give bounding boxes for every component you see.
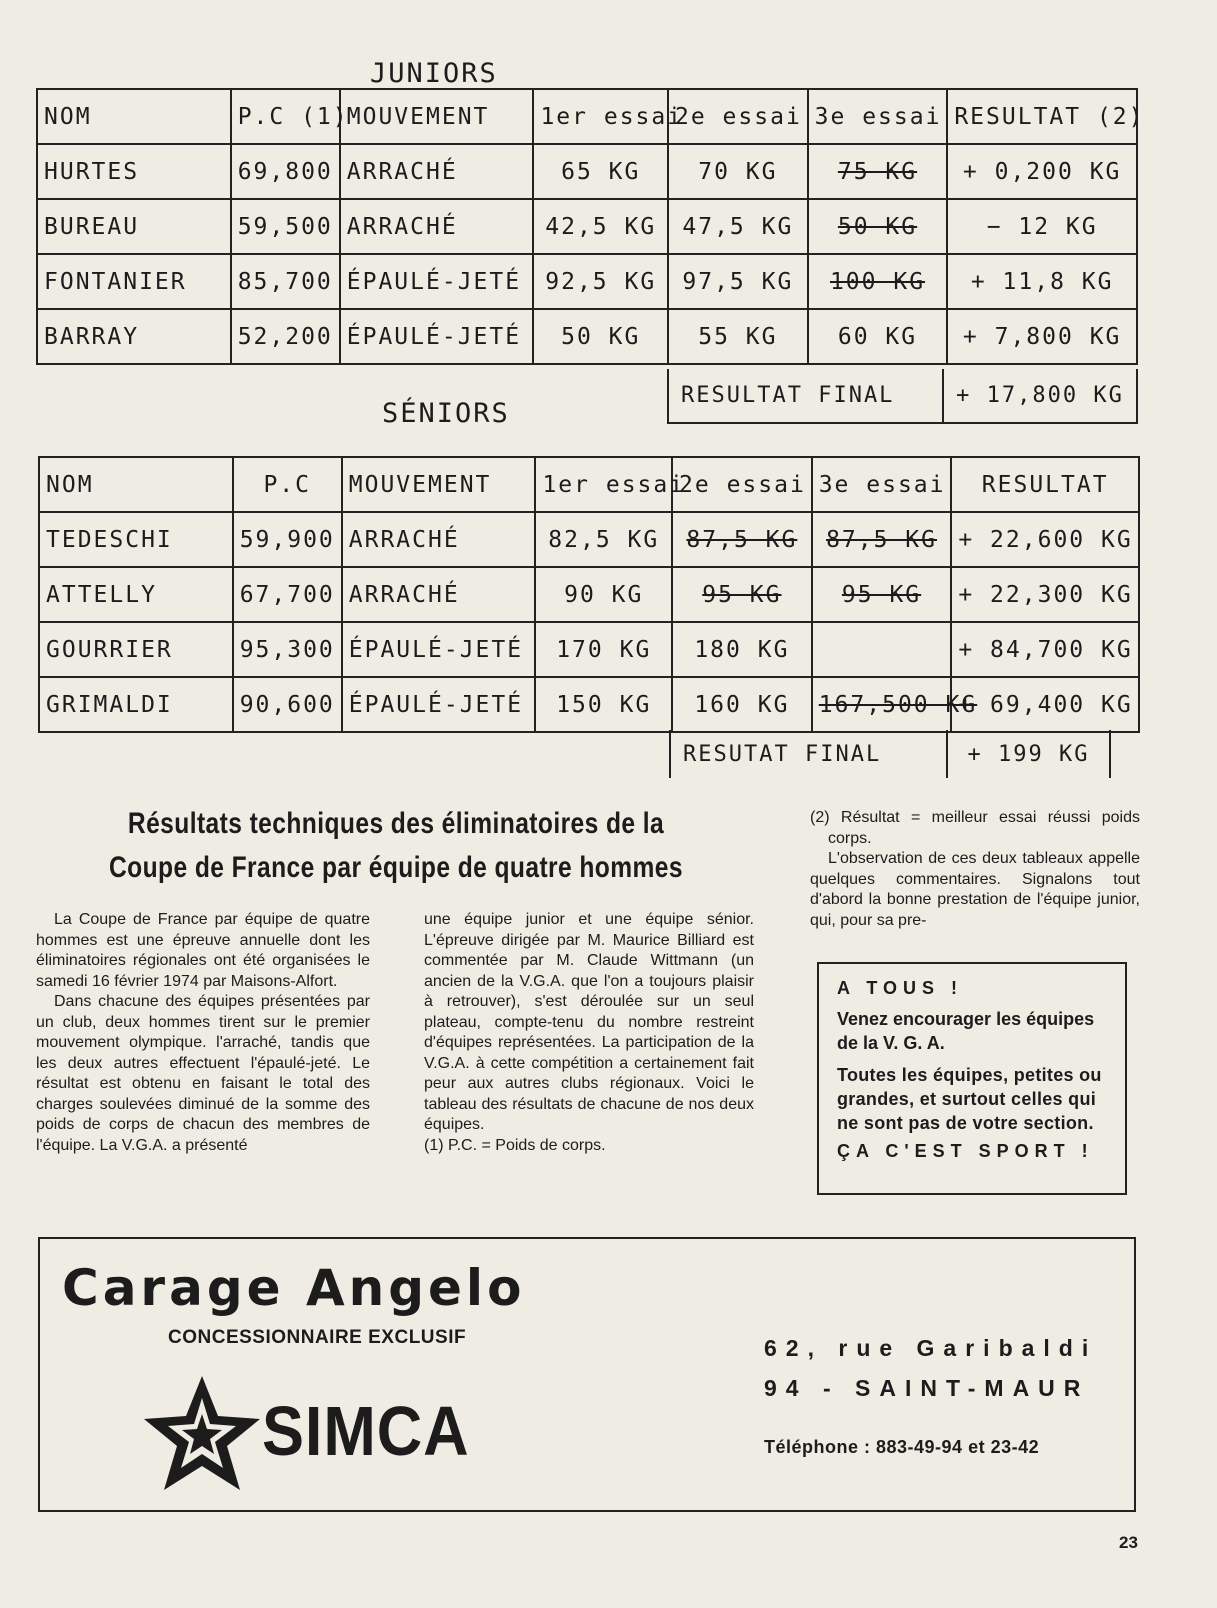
table-cell: 47,5 KG [668,199,808,254]
callout-text: Toutes les équipes, petites ou grandes, et surtout celles qui ne sont pas de votre section. [837,1065,1102,1133]
table-cell: GRIMALDI [39,677,233,732]
seniors-table [38,456,1140,733]
callout-heading: A TOUS ! [837,978,964,998]
column-header: MOUVEMENT [342,457,536,512]
article-headline: Résultats techniques des éliminatoires de la Coupe de France par équipe de quatre hommes [108,807,683,884]
table-cell: ÉPAULÉ-JETÉ [342,622,536,677]
table-cell: 70 KG [668,144,808,199]
table-row [39,512,1139,567]
seniors-final-value: + 199 KG [967,741,1090,767]
table-cell: 55 KG [668,309,808,364]
table-cell: ARRACHÉ [342,512,536,567]
column-header: NOM [39,457,233,512]
table-cell: BUREAU [37,199,231,254]
table-cell: 87,5 KG [672,512,812,567]
juniors-final-result [667,369,1138,424]
table-cell: 59,900 [233,512,342,567]
footnote-1: (1) P.C. = Poids de corps. [424,1136,606,1154]
article-paragraph: une équipe junior et une équipe sénior. L'épreuve dirigée par M. Maurice Billiard est commentée par M. Claude Wittmann (un ancien de la V.G.A. que l'on a toujours plaisir à retrouver), s'est déroulée sur un seul plateau, compte-tenu du nombre restreint d'équipes représentées. La participation de la V.G.A. à cette compétition a certainement fait peur aux autres clubs régionaux. Voici le tableau des résultats de chacune de nos deux équipes. [424,911,754,1133]
table-cell: FONTANIER [37,254,231,309]
dealer-subtitle: CONCESSIONNAIRE EXCLUSIF [168,1327,467,1348]
column-header: P.C (1) [231,89,340,144]
seniors-final-label: RESUTAT FINAL [671,730,948,778]
table-cell: − 12 KG [947,199,1137,254]
column-header: 1er essai [533,89,668,144]
table-cell: 167,500 KG [812,677,952,732]
table-header-row [39,457,1139,512]
garage-name: Carage Angelo [62,1259,526,1317]
table-cell: + 0,200 KG [947,144,1137,199]
table-row [37,199,1137,254]
table-cell: ÉPAULÉ-JETÉ [340,309,534,364]
seniors-final-result [669,730,1111,778]
table-cell: 92,5 KG [533,254,668,309]
article-column-1 [36,910,370,1156]
table-cell: 60 KG [808,309,948,364]
footnote-2: (2) Résultat = meilleur essai réussi poids corps. [810,809,1140,847]
table-cell: 90,600 [233,677,342,732]
table-cell: + 7,800 KG [947,309,1137,364]
phone: Téléphone : 883-49-94 et 23-42 [764,1437,1040,1457]
table-row [39,622,1139,677]
article-paragraph: La Coupe de France par équipe de quatre hommes est une épreuve annuelle dont les éliminatoires régionales ont été organisées le samedi 16 février 1974 par Maisons-Alfort. [36,911,370,990]
table-cell: 42,5 KG [533,199,668,254]
table-cell: 97,5 KG [668,254,808,309]
table-cell: 82,5 KG [535,512,672,567]
column-header: 3e essai [808,89,948,144]
callout-box [817,962,1127,1195]
page-number: 23 [1119,1533,1138,1552]
table-cell: HURTES [37,144,231,199]
table-cell: 75 KG [808,144,948,199]
column-header: MOUVEMENT [340,89,534,144]
callout-slogan: ÇA C'EST SPORT ! [837,1141,1094,1161]
address-line-2: 94 - SAINT-MAUR [764,1375,1090,1401]
table-cell: 50 KG [533,309,668,364]
article-paragraph: Dans chacune des équipes présentées par un club, deux hommes tirent sur le premier mouvement olympique. l'arraché, tandis que les deux autres effectuent l'épaulé-jeté. Le résultat est obtenu en faisant le total des charges soulevées diminué de la somme des poids de corps de chacun des membres de l'équipe. La V.G.A. a présenté [36,993,370,1154]
table-cell: ARRACHÉ [340,144,534,199]
column-header: 3e essai [812,457,952,512]
advertisement [38,1237,1136,1512]
juniors-final-label: RESULTAT FINAL [669,369,944,422]
table-cell: 160 KG [672,677,812,732]
simca-star-logo-icon [142,1374,262,1494]
table-cell: 52,200 [231,309,340,364]
table-cell: 69,800 [231,144,340,199]
column-header: 2e essai [668,89,808,144]
table-cell: 85,700 [231,254,340,309]
juniors-final-value: + 17,800 KG [956,383,1124,408]
table-cell: 65 KG [533,144,668,199]
table-cell: 95 KG [672,567,812,622]
table-row [37,309,1137,364]
table-cell: + 11,8 KG [947,254,1137,309]
table-cell: 50 KG [808,199,948,254]
table-cell: ATTELLY [39,567,233,622]
table-cell: ÉPAULÉ-JETÉ [340,254,534,309]
table-cell: 170 KG [535,622,672,677]
table-row [39,677,1139,732]
column-header: 2e essai [672,457,812,512]
table-cell: 67,700 [233,567,342,622]
table-cell: + 69,400 KG [951,677,1139,732]
table-cell: 59,500 [231,199,340,254]
column-header: NOM [37,89,231,144]
table-cell: + 22,600 KG [951,512,1139,567]
article-column-2 [424,910,754,1156]
table-cell: 95,300 [233,622,342,677]
simca-brand: SIMCA [262,1392,470,1470]
table-cell: 90 KG [535,567,672,622]
column-header: RESULTAT (2) [947,89,1137,144]
table-cell: 95 KG [812,567,952,622]
table-cell: 87,5 KG [812,512,952,567]
callout-text: Venez encourager les équipes de la V. G. A. [837,1009,1095,1053]
table-cell: + 22,300 KG [951,567,1139,622]
table-cell: GOURRIER [39,622,233,677]
table-cell: + 84,700 KG [951,622,1139,677]
table-cell: BARRAY [37,309,231,364]
table-cell: 100 KG [808,254,948,309]
juniors-title: JUNIORS [370,58,498,89]
address-line-1: 62, rue Garibaldi [764,1335,1098,1361]
article-paragraph: L'observation de ces deux tableaux appelle quelques commentaires. Signalons tout d'abord la bonne prestation de l'équipe junior, qui, pour sa pre- [810,850,1140,929]
table-header-row [37,89,1137,144]
table-cell: ARRACHÉ [342,567,536,622]
article-column-3 [810,808,1140,931]
seniors-title: SÉNIORS [382,398,510,429]
table-row [37,144,1137,199]
juniors-table [36,88,1145,365]
column-header: RESULTAT [951,457,1139,512]
table-cell: TEDESCHI [39,512,233,567]
column-header: 1er essai [535,457,672,512]
column-header: P.C [233,457,342,512]
table-row [39,567,1139,622]
table-cell: 150 KG [535,677,672,732]
table-cell: ARRACHÉ [340,199,534,254]
table-cell [812,622,952,677]
table-cell: ÉPAULÉ-JETÉ [342,677,536,732]
table-row [37,254,1137,309]
table-cell: 180 KG [672,622,812,677]
